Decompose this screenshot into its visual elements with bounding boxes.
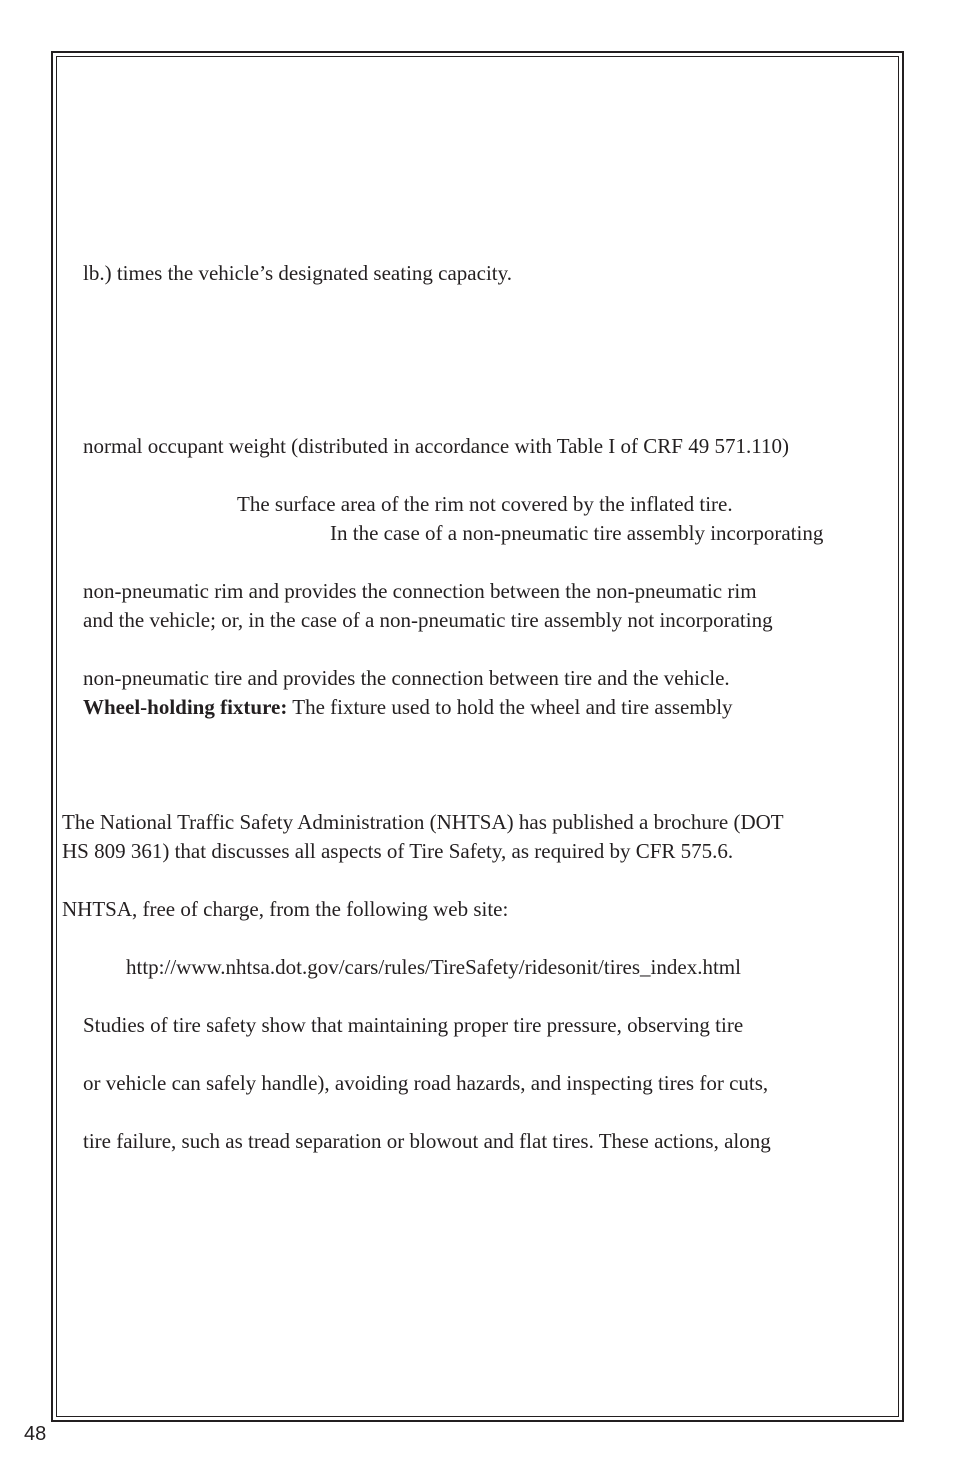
- text-line-non-pneumatic-incorporating: In the case of a non-pneumatic tire assembly incorporating: [330, 521, 824, 545]
- text-line-nhtsa-brochure: The National Traffic Safety Administration (NHTSA) has published a brochure (DOT: [62, 810, 784, 834]
- text-line-tire-failure: tire failure, such as tread separation or blowout and flat tires. These actions, along: [83, 1129, 771, 1153]
- text-line-road-hazards: or vehicle can safely handle), avoiding road hazards, and inspecting tires for cuts,: [83, 1071, 769, 1095]
- text-line-rim-area-definition: The surface area of the rim not covered by the inflated tire.: [237, 492, 733, 516]
- text-line-occupant-weight: normal occupant weight (distributed in accordance with Table I of CRF 49 571.110): [83, 434, 789, 458]
- text-line-free-of-charge: NHTSA, free of charge, from the following web site:: [62, 897, 509, 921]
- term-wheel-holding-fixture: Wheel-holding fixture:: [83, 695, 288, 719]
- page-number: 48: [24, 1423, 47, 1445]
- text-line-not-incorporating: and the vehicle; or, in the case of a non-pneumatic tire assembly not incorporating: [83, 608, 773, 632]
- text-line-wheel-holding-fixture: [83, 695, 733, 719]
- definition-wheel-holding-fixture: The fixture used to hold the wheel and tire assembly: [287, 695, 733, 719]
- text-line-tire-vehicle-connection: non-pneumatic tire and provides the connection between tire and the vehicle.: [83, 666, 730, 690]
- text-line-non-pneumatic-rim-connection: non-pneumatic rim and provides the connection between the non-pneumatic rim: [83, 579, 757, 603]
- text-line-seating-capacity: lb.) times the vehicle’s designated seating capacity.: [83, 261, 512, 285]
- text-line-tire-safety-cfr: HS 809 361) that discusses all aspects of Tire Safety, as required by CFR 575.6.: [62, 839, 734, 863]
- tire-safety-url: http://www.nhtsa.dot.gov/cars/rules/TireSafety/ridesonit/tires_index.html: [126, 955, 741, 979]
- text-line-studies-of-tire-safety: Studies of tire safety show that maintaining proper tire pressure, observing tire: [83, 1013, 744, 1037]
